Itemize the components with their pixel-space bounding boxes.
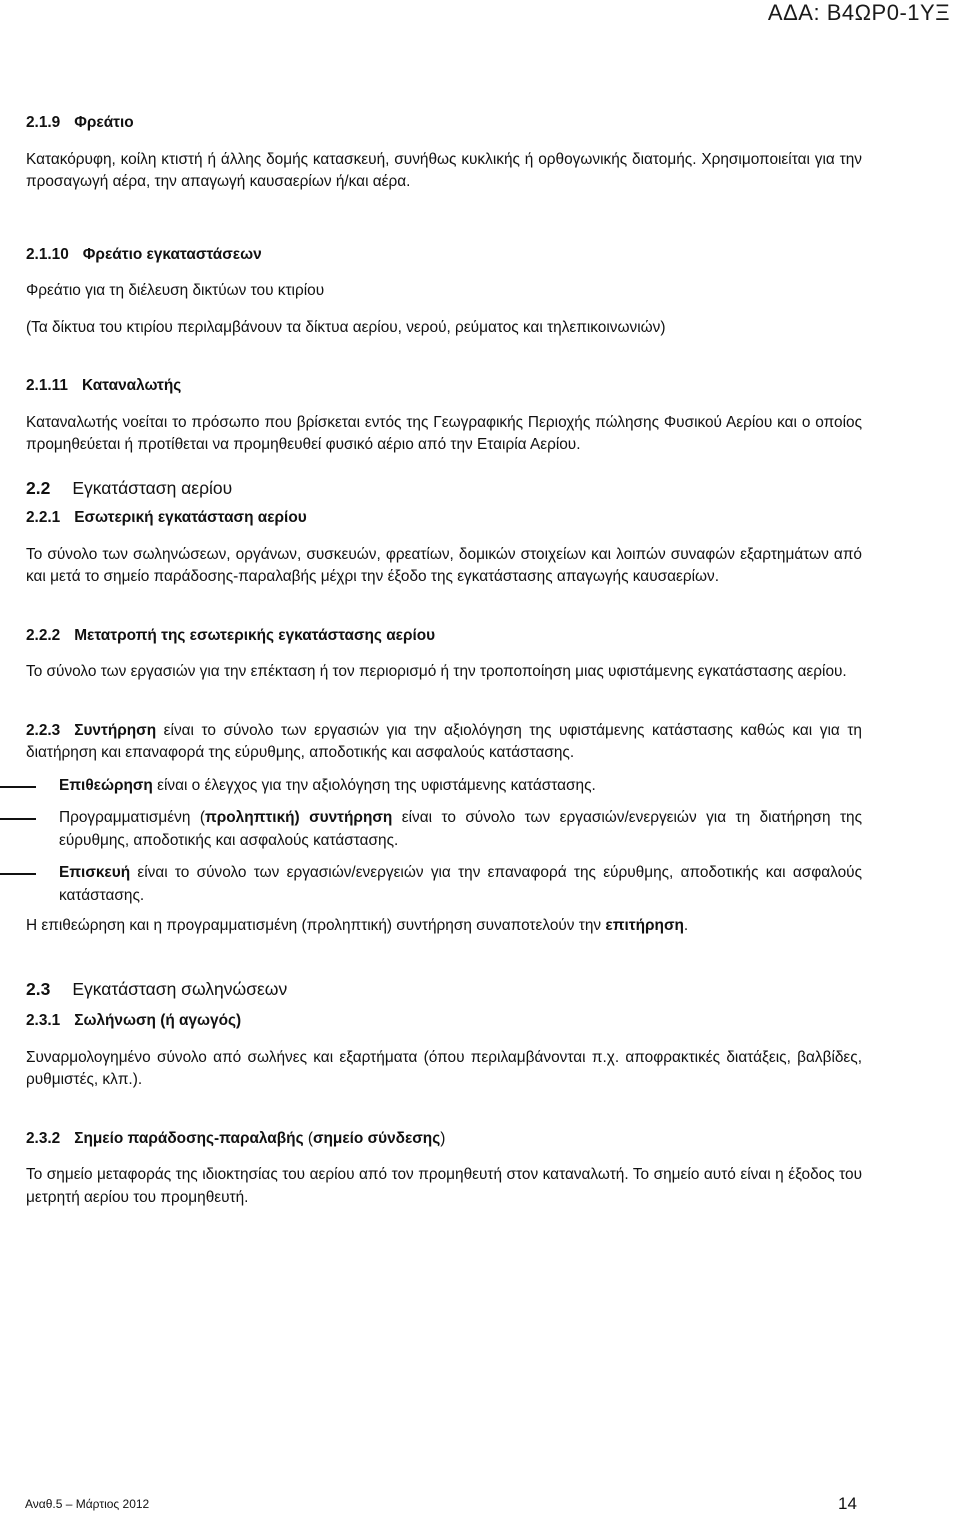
heading-2-1-9	[26, 112, 862, 135]
section-title: Φρεάτιο	[74, 114, 134, 131]
paragraph-2-1-10-line1: Φρεάτιο για τη διέλευση δικτύων του κτιρίου	[26, 282, 325, 299]
page-number: 14	[838, 1494, 857, 1513]
paragraph-text: Η επιθεώρηση και η προγραμματισμένη (προληπτική) συντήρηση συναποτελούν την	[26, 917, 606, 934]
section-title: Μετατροπή της εσωτερικής εγκατάστασης αερίου	[74, 626, 436, 644]
paragraph-2-2-1: Το σύνολο των σωληνώσεων, οργάνων, συσκευών, φρεατίων, δομικών στοιχείων και λοιπών συναφών εξαρτημάτων από και μετά το σημείο παράδοσης-παραλαβής μέχρι την έξοδο της εγκατάστασης απαγωγής καυσαερίων.	[26, 545, 862, 585]
paragraph-2-1-9: Κατακόρυφη, κοίλη κτιστή ή άλλης δομής κατασκευή, συνήθως κυκλικής ή ορθογωνικής διατομής. Χρησιμοποιείται για την προσαγωγή αέρα, την απαγωγή καυσαερίων ή/και αέρα.	[26, 150, 862, 190]
item-text: Προγραμματισμένη (	[59, 809, 205, 826]
paren-close: )	[440, 1129, 446, 1147]
section-title: Φρεάτιο εγκαταστάσεων	[82, 245, 262, 263]
section-title: Εσωτερική εγκατάσταση αερίου	[74, 509, 307, 526]
footer-revision: Αναθ.5 – Μάρτιος 2012	[25, 1497, 150, 1511]
list-item-inspection	[26, 775, 862, 798]
section-title: Σημείο παράδοσης-παραλαβής	[74, 1129, 304, 1147]
paragraph-2-2-3	[26, 720, 862, 765]
paragraph-text: .	[683, 917, 689, 934]
item-text: είναι το σύνολο των εργασιών/ενεργειών για την επαναφορά της εύρυθμης, αποδοτικής και ασφαλούς κατάστασης.	[59, 864, 862, 904]
list-item-repair	[26, 862, 862, 907]
paragraph-2-1-11: Καταναλωτής νοείται το πρόσωπο που βρίσκεται εντός της Γεωγραφικής Περιοχής πώλησης Φυσικού Αερίου και ο οποίος προμηθεύεται ή προτίθεται να προμηθευθεί φυσικό αέριο από την Εταιρία Αερίου.	[26, 413, 862, 453]
section-number: 2.2.2	[26, 626, 61, 644]
document-body	[26, 112, 862, 1209]
section-number: 2.2.1	[26, 509, 61, 526]
ada-code: ΑΔΑ: Β4ΩΡ0-1ΥΞ	[767, 0, 950, 25]
section-number: 2.2	[26, 477, 51, 498]
section-title: Εγκατάσταση σωληνώσεων	[72, 978, 288, 999]
term-supervision: επιτήρηση	[605, 917, 684, 934]
paragraph-2-3-2: Το σημείο μεταφοράς της ιδιοκτησίας του αερίου από τον προμηθευτή στον καταναλωτή. Το σημείο αυτό είναι η έξοδος του μετρητή αερίου του προμηθευτή.	[26, 1166, 862, 1206]
paragraph-supervision	[26, 915, 862, 938]
term-preventive: προληπτική) συντήρηση	[204, 809, 393, 826]
heading-2-3-1	[26, 1010, 862, 1033]
paragraph-2-2-2: Το σύνολο των εργασιών για την επέκταση ή τον περιορισμό ή την τροποποίηση μιας υφιστάμενης εγκατάστασης αερίου.	[26, 663, 847, 680]
dash-bullet-icon	[0, 786, 36, 788]
heading-2-2-2	[26, 625, 862, 648]
heading-2-3	[26, 978, 862, 1001]
section-number: 2.2.3	[26, 721, 61, 739]
section-subtitle: σημείο σύνδεσης	[312, 1129, 441, 1147]
heading-2-1-11	[26, 375, 862, 398]
item-text: είναι ο έλεγχος για την αξιολόγηση της υφιστάμενης κατάστασης.	[152, 776, 596, 794]
term-inspection: Επιθεώρηση	[59, 776, 153, 794]
section-number: 2.1.9	[26, 114, 61, 131]
heading-2-2-1	[26, 507, 862, 530]
section-title: Σωλήνωση (ή αγωγός)	[74, 1012, 242, 1029]
section-number: 2.1.10	[26, 245, 69, 263]
section-number: 2.1.11	[26, 377, 68, 394]
section-number: 2.3.2	[26, 1129, 61, 1147]
heading-2-3-2	[26, 1128, 862, 1151]
heading-2-2	[26, 477, 862, 500]
paragraph-text: είναι το σύνολο των εργασιών για την αξιολόγηση της υφιστάμενης κατάστασης καθώς και για τη διατήρηση και επαναφορά της εύρυθμης, αποδοτικής και ασφαλούς κατάστασης.	[26, 721, 862, 761]
paren-open: (	[303, 1129, 313, 1147]
heading-2-1-10	[26, 244, 862, 267]
dash-bullet-icon	[0, 873, 36, 875]
list-item-preventive	[26, 807, 862, 852]
term-maintenance: Συντήρηση	[74, 721, 157, 739]
term-repair: Επισκευή	[59, 864, 131, 881]
section-title: Καταναλωτής	[81, 377, 182, 394]
paragraph-2-1-10-line2: (Τα δίκτυα του κτιρίου περιλαμβάνουν τα δίκτυα αερίου, νερού, ρεύματος και τηλεπικοινωνιών)	[26, 318, 666, 336]
section-title: Εγκατάσταση αερίου	[72, 477, 233, 498]
section-number: 2.3.1	[26, 1012, 61, 1029]
section-number: 2.3	[26, 978, 51, 999]
dash-bullet-icon	[0, 818, 36, 820]
item-text: είναι το σύνολο των εργασιών/ενεργειών για τη διατήρηση της εύρυθμης, αποδοτικής και ασφαλούς κατάστασης.	[59, 809, 863, 849]
paragraph-2-3-1: Συναρμολογημένο σύνολο από σωλήνες και εξαρτήματα (όπου περιλαμβάνονται π.χ. αποφρακτικές διατάξεις, βαλβίδες, ρυθμιστές, κλπ.).	[26, 1048, 862, 1088]
